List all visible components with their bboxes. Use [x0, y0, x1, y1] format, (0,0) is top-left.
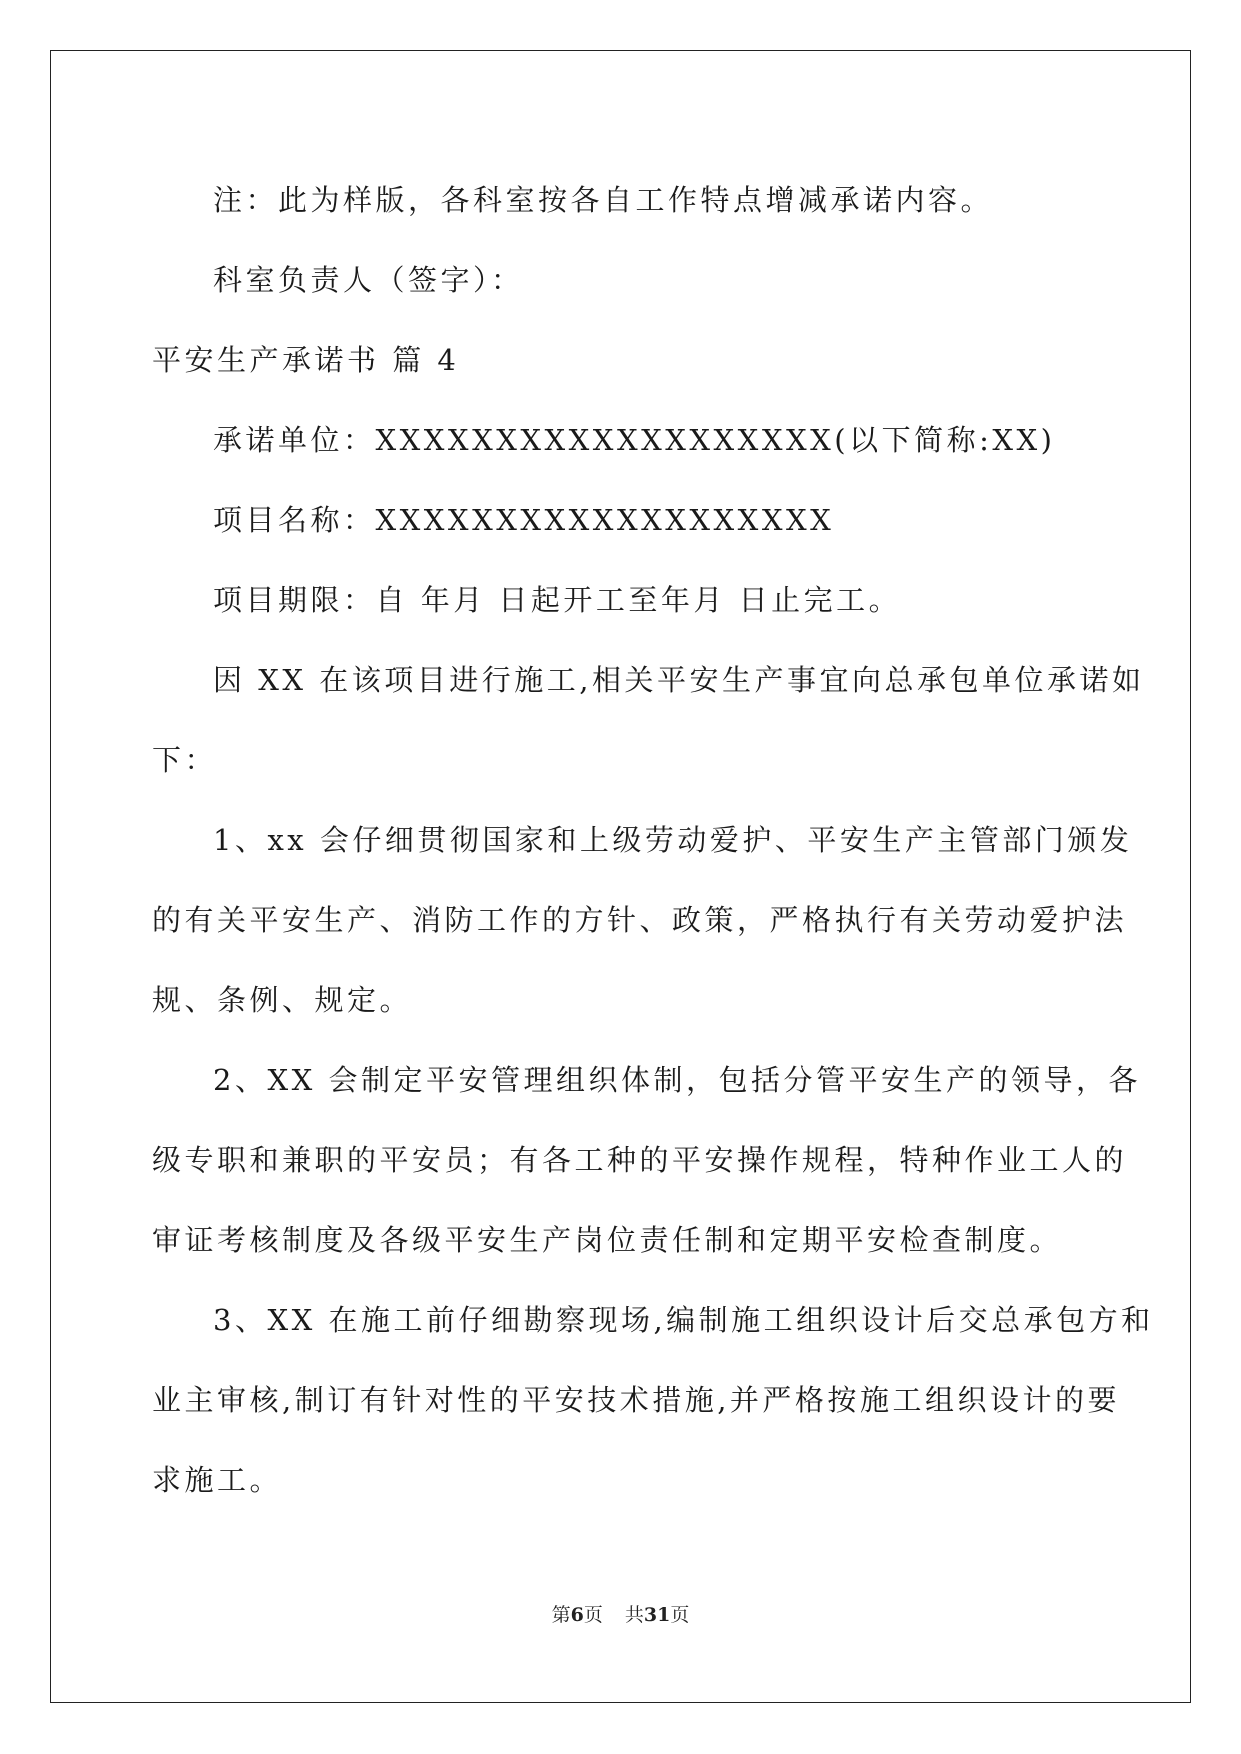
note-line: 注：此为样版，各科室按各自工作特点增减承诺内容。 [213, 183, 994, 217]
project-period-line: 项目期限：自 年月 日起开工至年月 日止完工。 [213, 583, 902, 617]
section-heading: 平安生产承诺书 篇 4 [152, 343, 460, 377]
project-name-line: 项目名称：XXXXXXXXXXXXXXXXXXX [213, 503, 835, 537]
paragraph-line: 业主审核,制订有针对性的平安技术措施,并严格按施工组织设计的要 [152, 1383, 1120, 1417]
current-page-number: 6 [570, 1604, 584, 1626]
paragraph-line: 的有关平安生产、消防工作的方针、政策，严格执行有关劳动爱护法 [152, 903, 1128, 937]
footer-prefix: 第 [551, 1604, 571, 1626]
footer-total-suffix: 页 [670, 1604, 690, 1626]
paragraph-line: 2、XX 会制定平安管理组织体制，包括分管平安生产的领导，各 [213, 1063, 1141, 1097]
paragraph-line: 因 XX 在该项目进行施工,相关平安生产事宜向总承包单位承诺如 [213, 663, 1145, 697]
paragraph-line: 规、条例、规定。 [152, 983, 413, 1017]
paragraph-line: 审证考核制度及各级平安生产岗位责任制和定期平安检查制度。 [152, 1223, 1063, 1257]
paragraph-line: 1、xx 会仔细贯彻国家和上级劳动爱护、平安生产主管部门颁发 [213, 823, 1133, 857]
paragraph-line: 求施工。 [152, 1463, 283, 1497]
signature-line: 科室负责人（签字）： [213, 263, 524, 297]
footer-page-suffix: 页 [583, 1604, 603, 1626]
paragraph-line: 级专职和兼职的平安员；有各工种的平安操作规程，特种作业工人的 [152, 1143, 1128, 1177]
document-body [152, 160, 1154, 1520]
promise-unit-line: 承诺单位：XXXXXXXXXXXXXXXXXXX(以下简称:XX) [213, 423, 1056, 457]
paragraph-line: 3、XX 在施工前仔细勘察现场,编制施工组织设计后交总承包方和 [213, 1303, 1154, 1337]
total-page-count: 31 [643, 1604, 671, 1626]
page-footer [0, 1600, 1241, 1627]
paragraph-line: 下： [152, 743, 218, 777]
footer-total-prefix: 共 [624, 1604, 644, 1626]
